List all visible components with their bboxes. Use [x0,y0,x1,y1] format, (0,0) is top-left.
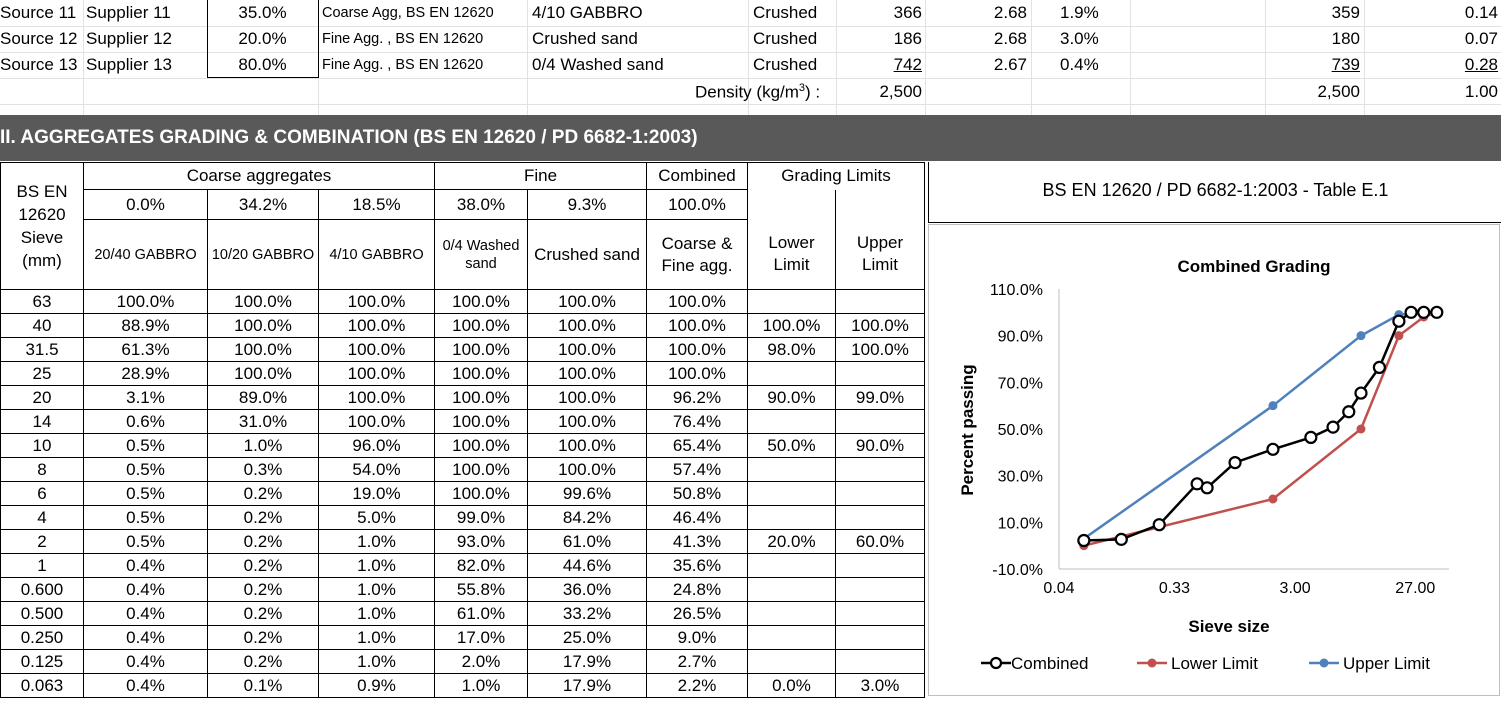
source-2-pct: 20.0% [238,29,287,48]
source-3-type: Fine Agg. , BS EN 12620 [322,57,484,73]
grading-cell: 100.0% [528,458,647,482]
source-2-process: Crushed [753,29,818,48]
source-3-ratio: 0.28 [1464,55,1498,74]
grading-cell: 0.5% [84,506,208,530]
table-row [1,578,925,602]
grading-cell: 25.0% [528,626,647,650]
grading-cell: 100.0% [528,434,647,458]
grading-cell: 50.0% [748,434,836,458]
name-header-1: 10/20 GABBRO [208,220,319,290]
data-point [1078,535,1089,546]
density-sup: 3 [798,82,806,94]
table-row [1,386,925,410]
data-point [1406,307,1417,318]
grading-cell: 100.0% [528,386,647,410]
table-row [1,482,925,506]
grading-cell: 61.3% [84,338,208,362]
grading-cell: 0.3% [208,458,319,482]
grading-cell: 61.0% [435,602,528,626]
grading-cell: 2.0% [435,650,528,674]
grading-cell [748,482,836,506]
grading-cell: 0.5% [84,434,208,458]
x-tick-label: 27.00 [1395,580,1436,597]
grading-cell: 100.0% [319,386,435,410]
grading-cell: 60.0% [836,530,925,554]
grading-cell: 100.0% [435,434,528,458]
grading-cell [748,554,836,578]
grading-cell: 90.0% [836,434,925,458]
grading-cell: 100.0% [528,362,647,386]
grading-cell: 0.2% [208,626,319,650]
grading-cell: 26.5% [647,602,748,626]
grading-cell: 100.0% [319,314,435,338]
data-point [1393,316,1404,327]
grading-cell: 100.0% [319,362,435,386]
grading-cell [748,290,836,314]
y-tick-label: 70.0% [997,375,1043,393]
source-2-supplier: Supplier 12 [86,29,173,48]
grading-cell: 1.0% [319,554,435,578]
source-1-ssd: 359 [1331,3,1360,22]
name-header-3: 0/4 Washed sand [435,220,528,290]
data-point [1394,331,1403,340]
grading-cell: 76.4% [647,410,748,434]
data-point [1230,457,1241,468]
grading-limits-header: Grading Limits [748,163,925,190]
grading-cell: 100.0% [435,290,528,314]
grading-cell: 17.9% [528,650,647,674]
grading-cell: 99.0% [836,386,925,410]
grading-cell: 35.6% [647,554,748,578]
grading-cell [748,362,836,386]
source-2-material: Crushed sand [532,29,638,48]
grading-cell: 100.0% [836,314,925,338]
grading-cell: 100.0% [435,314,528,338]
density-label-text: Density (kg/m [695,82,799,102]
grading-cell: 1.0% [319,578,435,602]
grading-cell [748,410,836,434]
grading-cell [836,626,925,650]
grading-cell: 31.0% [208,410,319,434]
y-tick-label: 90.0% [997,328,1043,346]
sieve-size-cell: 20 [1,386,84,410]
pct-header-4: 9.3% [528,190,647,220]
grading-cell: 100.0% [208,290,319,314]
grading-cell: 0.5% [84,458,208,482]
source-1-source: Source 11 [0,3,77,22]
grading-cell: 0.6% [84,410,208,434]
grading-cell: 100.0% [208,314,319,338]
grading-cell [836,578,925,602]
grading-cell: 100.0% [528,290,647,314]
source-2-source: Source 12 [0,29,78,48]
source-2-ssd: 180 [1331,29,1360,48]
name-header-6: Lower Limit [748,220,836,290]
table-row [1,650,925,674]
grading-cell [836,506,925,530]
grading-cell [836,482,925,506]
grading-cell: 46.4% [647,506,748,530]
data-point [1268,401,1277,410]
source-1-absorption: 1.9% [1060,3,1099,22]
grading-cell: 100.0% [748,314,836,338]
data-point [1268,495,1277,504]
grading-cell: 44.6% [528,554,647,578]
section-title: II. AGGREGATES GRADING & COMBINATION (BS EN 12620 / PD 6682-1:2003) [0,127,698,148]
grading-cell: 100.0% [647,338,748,362]
sieve-size-cell: 10 [1,434,84,458]
grading-cell: 100.0% [435,362,528,386]
grading-cell: 41.3% [647,530,748,554]
grading-cell: 0.9% [319,674,435,698]
y-tick-label: 10.0% [997,515,1043,533]
x-tick-label: 0.04 [1043,580,1075,597]
density-suffix: ) : [805,82,821,102]
source-3-density: 2.67 [993,55,1027,74]
legend-entry: Upper Limit [1343,654,1430,673]
data-point [1305,432,1316,443]
grading-cell: 0.0% [748,674,836,698]
grading-cell: 0.2% [208,530,319,554]
y-tick-label: 50.0% [997,422,1043,439]
data-point [1202,482,1213,493]
grading-cell: 100.0% [208,338,319,362]
table-row [1,410,925,434]
table-row [1,362,925,386]
grading-cell: 57.4% [647,458,748,482]
table-row [1,554,925,578]
table-row [1,458,925,482]
grading-cell [748,602,836,626]
x-axis-label: Sieve size [1188,617,1270,636]
y-tick-label: -10.0% [992,562,1043,579]
grading-cell [836,650,925,674]
fine-header: Fine [435,163,647,190]
data-point [1356,425,1365,434]
grading-cell: 100.0% [528,314,647,338]
grading-cell: 100.0% [647,290,748,314]
source-1-ratio: 0.14 [1464,3,1498,22]
pct-header-blank-lower [748,190,836,220]
grading-cell: 50.8% [647,482,748,506]
name-header-4: Crushed sand [528,220,647,290]
sieve-size-cell: 63 [1,290,84,314]
data-point [1355,388,1366,399]
grading-cell: 82.0% [435,554,528,578]
grading-cell [836,290,925,314]
combined-header: Combined [647,163,748,190]
x-tick-label: 0.33 [1158,580,1190,597]
grading-cell [748,578,836,602]
pct-header-5: 100.0% [647,190,748,220]
grading-cell: 54.0% [319,458,435,482]
grading-cell: 55.8% [435,578,528,602]
data-point [1154,519,1165,530]
y-tick-label: 30.0% [997,468,1043,486]
source-1-density: 2.68 [993,3,1027,22]
sieve-size-cell: 0.250 [1,626,84,650]
grading-cell: 0.5% [84,530,208,554]
source-3-absorption: 0.4% [1060,55,1099,74]
grading-cell: 100.0% [435,386,528,410]
density-value: 2,500 [879,82,922,101]
grading-cell: 9.0% [647,626,748,650]
grading-cell: 89.0% [208,386,319,410]
table-row [1,314,925,338]
sieve-header: BS EN 12620 Sieve (mm) [1,163,84,290]
grading-cell: 88.9% [84,314,208,338]
grading-cell: 0.1% [208,674,319,698]
sieve-size-cell: 0.500 [1,602,84,626]
grading-cell [836,410,925,434]
name-header-5: Coarse & Fine agg. [647,220,748,290]
sieve-size-cell: 6 [1,482,84,506]
grading-cell: 100.0% [319,410,435,434]
grading-cell: 0.4% [84,674,208,698]
source-1-mass: 366 [893,3,922,22]
grading-cell: 1.0% [435,674,528,698]
source-3-material: 0/4 Washed sand [532,55,664,74]
table-row [1,506,925,530]
series-line-lower-limit [1084,312,1437,545]
data-point [1374,362,1385,373]
grading-cell: 17.0% [435,626,528,650]
grading-cell: 0.5% [84,482,208,506]
grading-cell: 99.6% [528,482,647,506]
grading-cell: 28.9% [84,362,208,386]
combined-grading-chart [929,225,1499,695]
coarse-header: Coarse aggregates [84,163,435,190]
grading-cell: 0.2% [208,554,319,578]
grading-cell: 17.9% [528,674,647,698]
source-3-source: Source 13 [0,55,78,74]
source-1-type: Coarse Agg, BS EN 12620 [322,5,494,21]
grading-cell: 98.0% [748,338,836,362]
grading-cell: 2.2% [647,674,748,698]
grading-cell [836,554,925,578]
grading-cell: 100.0% [208,362,319,386]
grading-cell: 100.0% [435,338,528,362]
pct-header-blank-upper [836,190,925,220]
source-2-density: 2.68 [993,29,1027,48]
grading-cell: 1.0% [319,626,435,650]
name-header-0: 20/40 GABBRO [84,220,208,290]
grading-cell: 0.2% [208,602,319,626]
sieve-size-cell: 2 [1,530,84,554]
sieve-size-cell: 31.5 [1,338,84,362]
name-header-2: 4/10 GABBRO [319,220,435,290]
grading-cell [748,626,836,650]
chart-header [928,162,1501,223]
grading-cell: 0.4% [84,554,208,578]
grading-cell: 20.0% [748,530,836,554]
data-point [1328,422,1339,433]
table-row [1,434,925,458]
source-1-supplier: Supplier 11 [86,3,171,22]
grading-cell: 1.0% [319,602,435,626]
table-row [1,626,925,650]
legend-marker [991,658,1001,668]
source-1-process: Crushed [753,3,818,22]
grading-cell: 3.1% [84,386,208,410]
series-line-upper-limit [1084,312,1437,538]
grading-cell: 19.0% [319,482,435,506]
grading-cell: 65.4% [647,434,748,458]
pct-header-0: 0.0% [84,190,208,220]
data-point [1343,406,1354,417]
table-row [1,338,925,362]
grading-cell: 0.4% [84,602,208,626]
sieve-size-cell: 0.063 [1,674,84,698]
sieve-size-cell: 4 [1,506,84,530]
chart-area[interactable] [928,224,1500,696]
sieve-size-cell: 0.600 [1,578,84,602]
grading-cell [836,362,925,386]
grading-cell: 1.0% [319,650,435,674]
legend-marker [1320,659,1329,668]
grading-cell: 0.2% [208,650,319,674]
grading-cell: 24.8% [647,578,748,602]
grading-cell: 84.2% [528,506,647,530]
data-point [1356,331,1365,340]
pct-header-1: 34.2% [208,190,319,220]
data-point [1267,444,1278,455]
grading-cell: 0.4% [84,650,208,674]
grading-cell: 3.0% [836,674,925,698]
grading-cell: 100.0% [435,482,528,506]
source-3-mass: 742 [893,55,922,74]
grading-cell: 100.0% [319,290,435,314]
grading-cell [836,602,925,626]
grading-cell: 0.2% [208,506,319,530]
grading-cell [836,458,925,482]
source-3-supplier: Supplier 13 [86,55,173,74]
table-row [1,602,925,626]
density-ssd-value: 2,500 [1317,82,1360,101]
name-header-7: Upper Limit [836,220,925,290]
grading-cell [748,650,836,674]
y-tick-label: 110.0% [989,282,1043,299]
sieve-size-cell: 40 [1,314,84,338]
grading-cell: 1.0% [208,434,319,458]
chart-title: Combined Grading [1177,257,1331,276]
grading-cell: 0.2% [208,482,319,506]
grading-cell: 1.0% [319,530,435,554]
source-2-ratio: 0.07 [1464,29,1498,48]
grading-cell: 100.0% [319,338,435,362]
source-3-pct: 80.0% [238,55,287,74]
grading-cell: 100.0% [435,410,528,434]
density-label [695,82,820,103]
sieve-size-cell: 1 [1,554,84,578]
table-row [1,530,925,554]
source-3-ssd: 739 [1331,55,1360,74]
source-2-mass: 186 [893,29,922,48]
grading-cell: 90.0% [748,386,836,410]
sieve-size-cell: 8 [1,458,84,482]
grading-cell: 0.2% [208,578,319,602]
grading-cell: 93.0% [435,530,528,554]
source-1-material: 4/10 GABBRO [532,3,643,22]
source-3-process: Crushed [753,55,818,74]
grading-cell: 100.0% [528,410,647,434]
pct-header-3: 38.0% [435,190,528,220]
grading-cell: 100.0% [84,290,208,314]
legend-entry: Combined [1011,654,1089,673]
data-point [1418,307,1429,318]
grading-cell: 100.0% [435,458,528,482]
grading-cell: 2.7% [647,650,748,674]
grading-cell: 100.0% [528,338,647,362]
data-point [1116,534,1127,545]
grading-cell: 96.2% [647,386,748,410]
legend-marker [1148,659,1157,668]
grading-cell [748,458,836,482]
sieve-size-cell: 14 [1,410,84,434]
grading-cell: 0.4% [84,626,208,650]
grading-table [0,162,925,698]
y-axis-label: Percent passing [958,364,977,496]
grading-cell: 5.0% [319,506,435,530]
grading-cell: 96.0% [319,434,435,458]
density-ratio-value: 1.00 [1464,82,1498,101]
data-point [1431,307,1442,318]
grading-cell: 33.2% [528,602,647,626]
source-2-absorption: 3.0% [1060,29,1099,48]
grading-cell: 61.0% [528,530,647,554]
source-1-pct: 35.0% [238,3,287,22]
sieve-size-cell: 25 [1,362,84,386]
grading-cell: 36.0% [528,578,647,602]
grading-cell: 100.0% [836,338,925,362]
table-row [1,674,925,698]
section-banner [0,115,1501,161]
grading-cell: 99.0% [435,506,528,530]
grading-cell: 100.0% [647,314,748,338]
grading-cell: 0.4% [84,578,208,602]
source-2-type: Fine Agg. , BS EN 12620 [322,31,484,47]
legend-entry: Lower Limit [1171,654,1258,673]
grading-cell [748,506,836,530]
series-line-combined [1084,312,1437,540]
sieve-size-cell: 0.125 [1,650,84,674]
chart-header-text: BS EN 12620 / PD 6682-1:2003 - Table E.1 [1042,180,1389,200]
grading-cell: 100.0% [647,362,748,386]
x-tick-label: 3.00 [1279,580,1311,597]
pct-header-2: 18.5% [319,190,435,220]
table-row [1,290,925,314]
